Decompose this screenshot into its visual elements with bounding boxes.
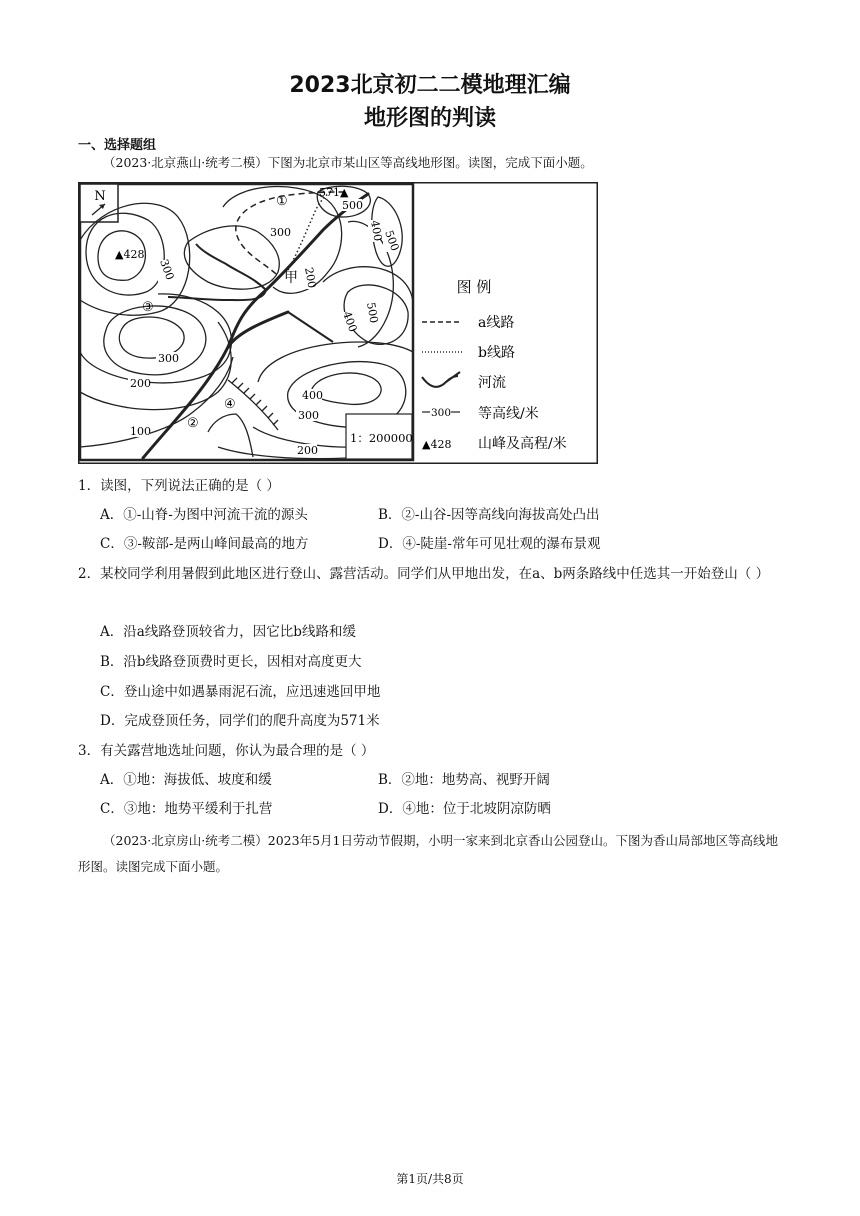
page-subtitle: 地形图的判读	[363, 106, 496, 131]
contour-label: 300	[270, 226, 291, 239]
contour-label: 200	[297, 444, 318, 457]
legend-contour-sample: 300	[431, 407, 452, 419]
contour-label: 200	[302, 266, 319, 290]
intro-paragraph-1: （2023·北京燕山·统考二模）下图为北京市某山区等高线地形图。读图，完成下面小题。	[103, 155, 593, 170]
contour-label: 500	[364, 301, 381, 325]
peak-428-label: ▲428	[115, 248, 145, 261]
legend-peak: 山峰及高程/米	[478, 436, 567, 452]
question-1-option-c: C．③-鞍部-是两山峰间最高的地方	[100, 536, 309, 552]
question-3-option-c: C．③地：地势平缓利于扎营	[100, 801, 273, 817]
contour-label: 300	[158, 352, 179, 365]
contour-label: 300	[157, 257, 177, 282]
question-2-option-d: D．完成登顶任务，同学们的爬升高度为571米	[100, 713, 380, 729]
question-2-option-b: B．沿b线路登顶费时更长，因相对高度更大	[100, 654, 362, 670]
question-1-stem: 1．读图，下列说法正确的是（ ）	[78, 478, 280, 494]
contour-label: 300	[298, 409, 319, 422]
question-3-option-d: D．④地：位于北坡阴凉防晒	[378, 801, 551, 817]
legend-peak-sample: ▲428	[422, 438, 452, 451]
question-2-option-a: A．沿a线路登顶较省力，因它比b线路和缓	[100, 624, 356, 640]
question-1-option-a: A．①-山脊-为图中河流干流的源头	[100, 507, 308, 523]
legend-contour: 等高线/米	[478, 406, 539, 422]
point-jia: 甲	[284, 270, 298, 286]
marker-2: ②	[187, 416, 199, 431]
question-3-option-b: B．②地：地势高、视野开阔	[378, 772, 550, 788]
question-3-stem: 3．有关露营地选址问题，你认为最合理的是（ ）	[78, 743, 375, 759]
contour-label: 400	[340, 309, 360, 334]
page-footer: 第1页/共8页	[396, 1172, 464, 1186]
marker-1: ①	[276, 194, 288, 209]
marker-3: ③	[142, 300, 154, 315]
question-1-option-d: D．④-陡崖-常年可见壮观的瀑布景观	[378, 536, 601, 552]
contour-label: 400	[368, 219, 385, 243]
question-3-option-a: A．①地：海拔低、坡度和缓	[100, 772, 272, 788]
question-2-stem: 2．某校同学利用暑假到此地区进行登山、露营活动。同学们从甲地出发，在a、b两条路线中任选其一开始登山（ ）	[78, 566, 770, 582]
marker-4: ④	[224, 397, 236, 412]
contour-label: 500	[382, 228, 402, 253]
question-2-option-c: C．登山途中如遇暴雨泥石流，应迅速逃回甲地	[100, 684, 381, 700]
contour-label: 500	[342, 199, 363, 212]
legend-route-a: a线路	[478, 315, 515, 331]
intro-paragraph-2: （2023·北京房山·统考二模）2023年5月1日劳动节假期，小明一家来到北京香山公园登山。下图为香山局部地区等高线地形图。读图完成下面小题。	[78, 833, 778, 874]
scale-label: 1：200000	[350, 431, 413, 445]
legend-route-b: b线路	[478, 345, 515, 361]
question-1-option-b: B．②-山谷-因等高线向海拔高处凸出	[378, 507, 600, 523]
section-heading: 一、选择题组	[78, 138, 157, 153]
north-label: N	[94, 189, 106, 204]
legend-river: 河流	[478, 375, 506, 391]
contour-label: 200	[130, 377, 151, 390]
page-title: 2023北京初二二模地理汇编	[289, 73, 571, 98]
legend-title: 图 例	[456, 278, 492, 296]
contour-label: 100	[130, 425, 151, 438]
contour-label: 400	[302, 389, 323, 402]
peak-571-label: 571▲	[319, 186, 349, 199]
contour-map	[78, 182, 598, 464]
